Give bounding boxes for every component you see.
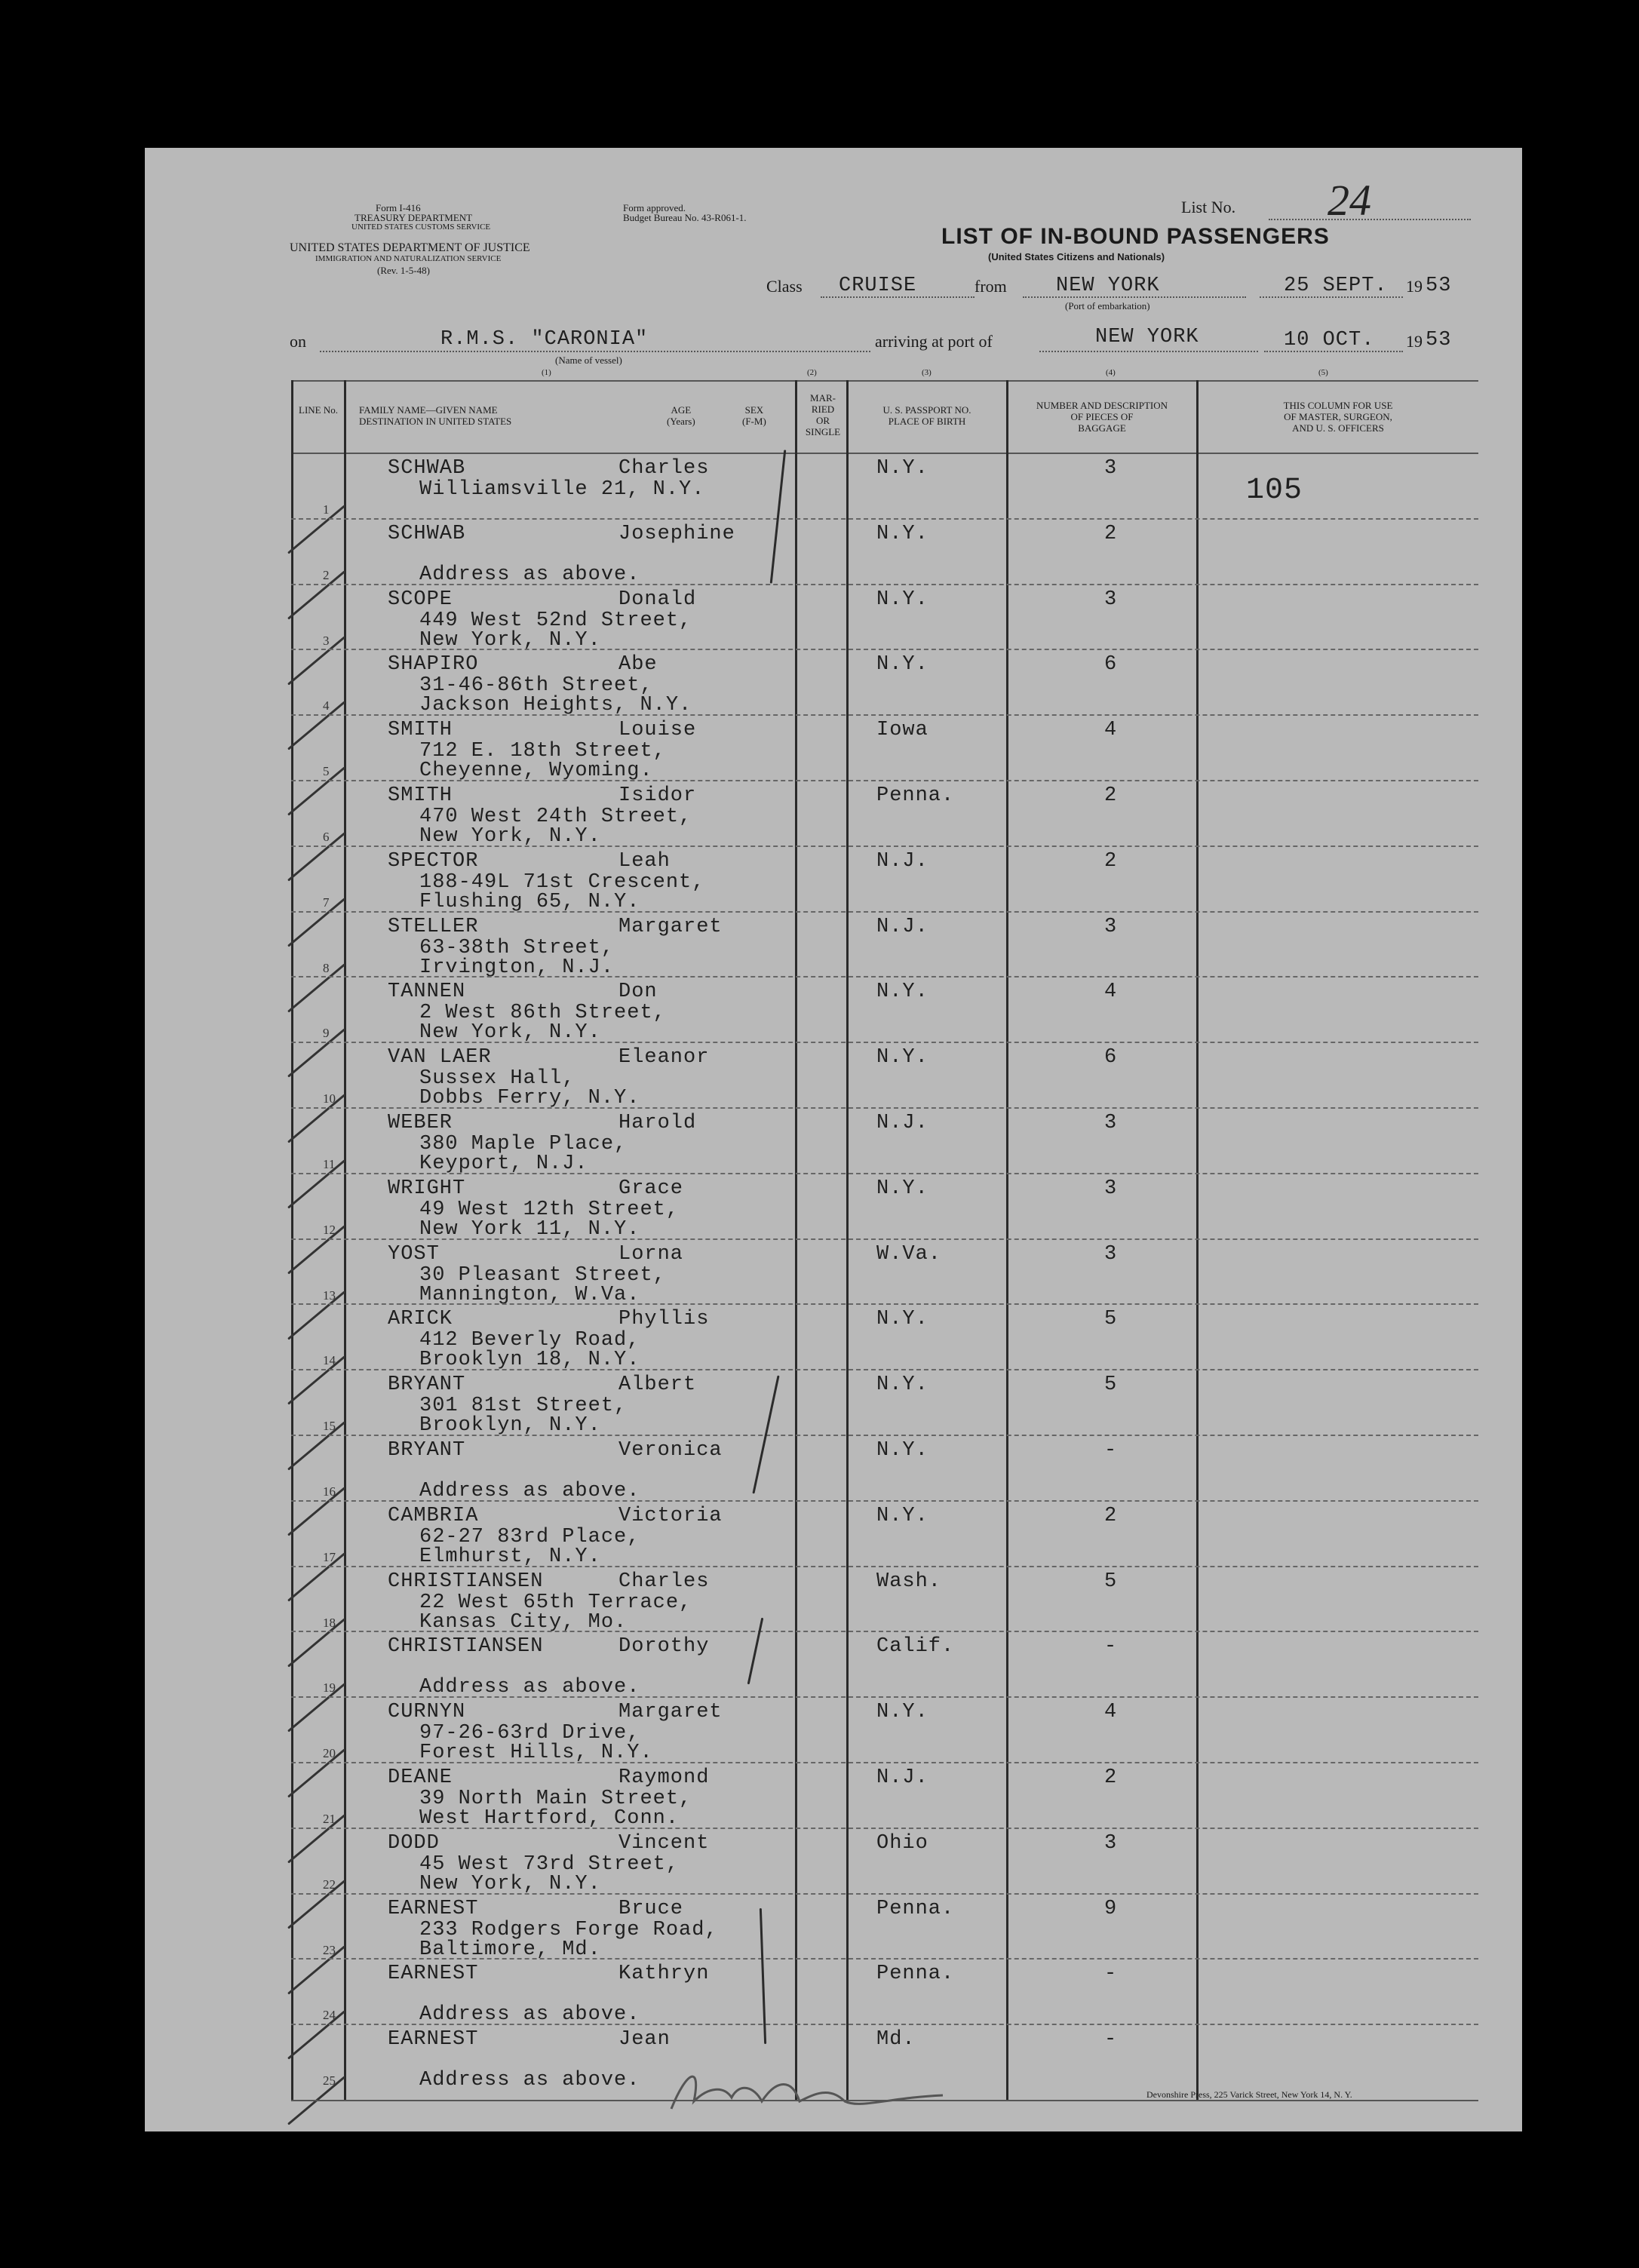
- arrival-year-prefix: 19: [1406, 332, 1423, 351]
- passenger-surname: CURNYN: [388, 1701, 466, 1724]
- line-number: 17: [323, 1549, 336, 1564]
- line-number: 15: [323, 1419, 336, 1434]
- header-line-no: LINE No.: [299, 404, 338, 416]
- line-number: 20: [323, 1746, 336, 1761]
- passenger-baggage: 3: [1104, 588, 1118, 611]
- passenger-given-name: Veronica: [618, 1439, 723, 1462]
- passenger-address-1: 188-49L 71st Crescent,: [419, 870, 705, 894]
- passenger-baggage: 2: [1104, 784, 1118, 807]
- passenger-given-name: Lorna: [618, 1242, 684, 1266]
- passenger-surname: EARNEST: [388, 2028, 479, 2052]
- passenger-address-1: 712 E. 18th Street,: [419, 740, 666, 763]
- passenger-address-2: Jackson Heights, N.Y.: [419, 694, 692, 717]
- line-number: 1: [323, 502, 330, 517]
- header-sex: SEX (F-M): [742, 404, 766, 427]
- passenger-given-name: Victoria: [618, 1504, 723, 1527]
- passenger-baggage: 2: [1104, 1504, 1118, 1527]
- row-divider: [291, 1042, 1478, 1043]
- table-header-border: [291, 453, 1478, 454]
- passenger-surname: CHRISTIANSEN: [388, 1635, 544, 1659]
- passenger-address-2: Keyport, N.J.: [419, 1152, 588, 1175]
- line-number: 24: [323, 2008, 336, 2023]
- depart-year-prefix: 19: [1406, 277, 1423, 296]
- passenger-given-name: Kathryn: [618, 1963, 710, 1986]
- row-divider: [291, 1500, 1478, 1502]
- row-divider: [291, 649, 1478, 650]
- justice-dept: UNITED STATES DEPARTMENT OF JUSTICE: [290, 241, 530, 254]
- passenger-given-name: Albert: [618, 1373, 697, 1397]
- col-divider-officers: [1196, 380, 1199, 2101]
- passenger-address-1: Sussex Hall,: [419, 1067, 575, 1091]
- passenger-address-1: 63-38th Street,: [419, 936, 615, 959]
- passenger-address-2: Address as above.: [419, 2003, 640, 2027]
- passenger-given-name: Phyllis: [618, 1308, 710, 1331]
- form-number: Form I-416: [376, 202, 421, 213]
- passenger-address-2: Elmhurst, N.Y.: [419, 1545, 601, 1568]
- line-number: 23: [323, 1942, 336, 1957]
- passenger-surname: WEBER: [388, 1112, 453, 1134]
- passenger-surname: VAN LAER: [388, 1046, 492, 1070]
- line-number: 12: [323, 1222, 336, 1237]
- passenger-surname: CHRISTIANSEN: [388, 1570, 544, 1593]
- passenger-birthplace: N.Y.: [876, 588, 928, 611]
- passenger-address-1: Williamsville 21, N.Y.: [419, 478, 705, 501]
- passenger-given-name: Jean: [618, 2028, 671, 2052]
- passenger-surname: SCOPE: [388, 588, 453, 611]
- passenger-baggage: 4: [1104, 981, 1118, 1004]
- depart-year: 53: [1426, 275, 1452, 297]
- passenger-surname: SCHWAB: [388, 457, 466, 480]
- passenger-baggage: -: [1104, 2028, 1118, 2052]
- line-number: 10: [323, 1091, 336, 1106]
- passenger-surname: SMITH: [388, 784, 453, 807]
- passenger-address-2: New York, N.Y.: [419, 825, 601, 848]
- passenger-birthplace: N.Y.: [876, 1046, 928, 1070]
- passenger-surname: EARNEST: [388, 1897, 479, 1920]
- line-number: 3: [323, 633, 330, 648]
- passenger-address-2: Address as above.: [419, 1480, 640, 1502]
- passenger-address-2: Mannington, W.Va.: [419, 1283, 640, 1306]
- passenger-address-1: 45 West 73rd Street,: [419, 1852, 680, 1876]
- from-value: NEW YORK: [1056, 275, 1160, 297]
- passenger-birthplace: N.Y.: [876, 1177, 928, 1200]
- passenger-baggage: 3: [1104, 1242, 1118, 1266]
- passenger-baggage: 6: [1104, 653, 1118, 677]
- vessel-line: [320, 351, 870, 352]
- from-label: from: [974, 277, 1007, 296]
- arrival-year: 53: [1426, 329, 1452, 351]
- line-number: 4: [323, 698, 330, 714]
- vessel-name: R.M.S. "CARONIA": [440, 328, 649, 351]
- passenger-surname: STELLER: [388, 915, 479, 938]
- passenger-given-name: Josephine: [618, 522, 735, 545]
- line-number: 2: [323, 567, 330, 582]
- line-number: 21: [323, 1812, 336, 1826]
- passenger-birthplace: W.Va.: [876, 1242, 942, 1266]
- passenger-given-name: Abe: [618, 653, 658, 677]
- passenger-address-2: New York, N.Y.: [419, 628, 601, 652]
- passenger-birthplace: Iowa: [876, 719, 928, 742]
- printer-imprint: Devonshire Press, 225 Varick Street, New York 14, N. Y.: [1146, 2089, 1352, 2100]
- signature: [664, 2056, 950, 2124]
- passenger-surname: TANNEN: [388, 981, 466, 1004]
- passenger-birthplace: N.Y.: [876, 653, 928, 677]
- passenger-surname: WRIGHT: [388, 1177, 466, 1200]
- arrival-date: 10 OCT.: [1284, 329, 1375, 351]
- passenger-address-1: 31-46-86th Street,: [419, 674, 653, 698]
- passenger-baggage: -: [1104, 1963, 1118, 1986]
- passenger-birthplace: N.Y.: [876, 1504, 928, 1527]
- ins-service: IMMIGRATION AND NATURALIZATION SERVICE: [315, 254, 502, 263]
- on-label: on: [290, 332, 306, 351]
- row-divider: [291, 1173, 1478, 1174]
- row-divider: [291, 518, 1478, 520]
- passenger-baggage: -: [1104, 1439, 1118, 1462]
- passenger-surname: YOST: [388, 1242, 440, 1266]
- passenger-address-1: 2 West 86th Street,: [419, 1002, 666, 1025]
- passenger-baggage: 2: [1104, 849, 1118, 873]
- passenger-address-2: Address as above.: [419, 1676, 640, 1699]
- passenger-birthplace: N.Y.: [876, 1308, 928, 1331]
- passenger-address-1: 22 West 65th Terrace,: [419, 1591, 692, 1614]
- header-married: MAR- RIED OR SINGLE: [805, 392, 841, 437]
- passenger-baggage: 6: [1104, 1046, 1118, 1070]
- revision: (Rev. 1-5-48): [377, 265, 430, 276]
- passenger-baggage: 3: [1104, 1112, 1118, 1134]
- passenger-baggage: 5: [1104, 1570, 1118, 1593]
- passenger-address-2: Brooklyn 18, N.Y.: [419, 1349, 640, 1372]
- col-num-3: (3): [922, 368, 932, 377]
- passenger-address-1: 49 West 12th Street,: [419, 1198, 680, 1221]
- arrival-port: NEW YORK: [1095, 326, 1199, 348]
- header-officers: THIS COLUMN FOR USE OF MASTER, SURGEON, AND U. S. OFFICERS: [1283, 400, 1393, 434]
- row-divider: [291, 846, 1478, 847]
- passenger-address-1: 301 81st Street,: [419, 1395, 628, 1418]
- passenger-surname: SMITH: [388, 719, 453, 742]
- passenger-birthplace: N.J.: [876, 1112, 928, 1134]
- row-divider: [291, 1762, 1478, 1763]
- row-divider: [291, 1303, 1478, 1305]
- passenger-birthplace: Penna.: [876, 1897, 955, 1920]
- row-divider: [291, 1566, 1478, 1567]
- passenger-baggage: 3: [1104, 1831, 1118, 1855]
- passenger-address-2: West Hartford, Conn.: [419, 1807, 680, 1830]
- row-divider: [291, 1893, 1478, 1895]
- row-divider: [291, 780, 1478, 781]
- depart-date: 25 SEPT.: [1284, 275, 1388, 297]
- passenger-baggage: 3: [1104, 915, 1118, 938]
- passenger-birthplace: Calif.: [876, 1635, 955, 1659]
- passenger-birthplace: N.Y.: [876, 457, 928, 480]
- passenger-birthplace: N.Y.: [876, 522, 928, 545]
- passenger-address-2: Address as above.: [419, 2069, 640, 2092]
- passenger-surname: BRYANT: [388, 1373, 466, 1397]
- form-paper: [145, 148, 1522, 2131]
- row-divider: [291, 1828, 1478, 1829]
- budget-bureau: Budget Bureau No. 43-R061-1.: [623, 212, 747, 223]
- passenger-baggage: -: [1104, 1635, 1118, 1659]
- passenger-given-name: Margaret: [618, 1701, 723, 1724]
- line-number: 18: [323, 1615, 336, 1630]
- passenger-birthplace: N.J.: [876, 849, 928, 873]
- passenger-given-name: Bruce: [618, 1897, 684, 1920]
- col-divider-married: [795, 380, 797, 2101]
- passenger-address-2: Flushing 65, N.Y.: [419, 890, 640, 913]
- port-embark-caption: (Port of embarkation): [1065, 300, 1150, 312]
- passenger-surname: SPECTOR: [388, 849, 479, 873]
- header-age: AGE (Years): [667, 404, 695, 427]
- row-divider: [291, 1631, 1478, 1632]
- passenger-baggage: 2: [1104, 1766, 1118, 1789]
- line-number: 7: [323, 895, 330, 910]
- passenger-surname: BRYANT: [388, 1439, 466, 1462]
- passenger-baggage: 2: [1104, 522, 1118, 545]
- passenger-address-1: 30 Pleasant Street,: [419, 1263, 666, 1287]
- class-value: CRUISE: [839, 275, 917, 297]
- row-divider: [291, 911, 1478, 913]
- list-no-label: List No.: [1181, 198, 1236, 216]
- passenger-address-2: New York 11, N.Y.: [419, 1217, 640, 1241]
- line-number: 16: [323, 1484, 336, 1499]
- col-num-2: (2): [807, 368, 817, 377]
- passenger-birthplace: Penna.: [876, 784, 955, 807]
- officer-note: 105: [1246, 474, 1303, 508]
- passenger-surname: ARICK: [388, 1308, 453, 1331]
- passenger-address-2: Brooklyn, N.Y.: [419, 1414, 601, 1438]
- passenger-surname: CAMBRIA: [388, 1504, 479, 1527]
- passenger-address-2: Cheyenne, Wyoming.: [419, 760, 653, 783]
- line-number: 9: [323, 1026, 330, 1041]
- passenger-given-name: Donald: [618, 588, 697, 611]
- table-left-border: [291, 380, 293, 2101]
- passenger-birthplace: Wash.: [876, 1570, 942, 1593]
- line-number: 19: [323, 1680, 336, 1696]
- passenger-address-2: Address as above.: [419, 563, 640, 586]
- passenger-baggage: 5: [1104, 1373, 1118, 1397]
- line-number: 13: [323, 1287, 336, 1303]
- passenger-baggage: 4: [1104, 1701, 1118, 1724]
- passenger-address-1: 470 West 24th Street,: [419, 806, 692, 828]
- line-number: 14: [323, 1353, 336, 1368]
- class-label: Class: [766, 277, 803, 296]
- passenger-baggage: 3: [1104, 457, 1118, 480]
- passenger-address-1: 39 North Main Street,: [419, 1788, 692, 1810]
- passenger-address-2: Baltimore, Md.: [419, 1938, 601, 1961]
- passenger-address-2: Kansas City, Mo.: [419, 1610, 628, 1634]
- col-divider-passport: [846, 380, 849, 2101]
- passenger-birthplace: N.Y.: [876, 1701, 928, 1724]
- col-num-5: (5): [1318, 368, 1328, 377]
- passenger-birthplace: N.J.: [876, 915, 928, 938]
- passenger-surname: SHAPIRO: [388, 653, 479, 677]
- customs-service: UNITED STATES CUSTOMS SERVICE: [351, 223, 491, 232]
- passenger-surname: DODD: [388, 1831, 440, 1855]
- line-number: 5: [323, 764, 330, 779]
- row-divider: [291, 1435, 1478, 1436]
- passenger-address-1: 412 Beverly Road,: [419, 1329, 640, 1352]
- passenger-birthplace: Penna.: [876, 1963, 955, 1986]
- passenger-address-2: Irvington, N.J.: [419, 956, 615, 979]
- passenger-birthplace: N.Y.: [876, 1439, 928, 1462]
- passenger-address-2: Dobbs Ferry, N.Y.: [419, 1087, 640, 1110]
- arriving-label: arriving at port of: [875, 332, 993, 351]
- row-divider: [291, 976, 1478, 977]
- passenger-address-1: 97-26-63rd Drive,: [419, 1722, 640, 1745]
- passenger-birthplace: N.Y.: [876, 981, 928, 1004]
- passenger-given-name: Isidor: [618, 784, 697, 807]
- passenger-address-2: New York, N.Y.: [419, 1021, 601, 1045]
- passenger-given-name: Leah: [618, 849, 671, 873]
- row-divider: [291, 2024, 1478, 2025]
- passenger-address-2: New York, N.Y.: [419, 1872, 601, 1895]
- passenger-surname: DEANE: [388, 1766, 453, 1789]
- col-num-1: (1): [542, 368, 551, 377]
- row-divider: [291, 584, 1478, 585]
- header-name: FAMILY NAME—GIVEN NAME DESTINATION IN UNITED STATES: [359, 404, 512, 427]
- passenger-address-1: 62-27 83rd Place,: [419, 1525, 640, 1548]
- arrival-port-line: [1039, 351, 1258, 352]
- passenger-surname: SCHWAB: [388, 522, 466, 545]
- line-number: 8: [323, 960, 330, 975]
- passenger-address-1: 233 Rodgers Forge Road,: [419, 1918, 718, 1941]
- list-no-value: 24: [1327, 176, 1371, 225]
- passenger-given-name: Grace: [618, 1177, 684, 1200]
- treasury-dept: TREASURY DEPARTMENT: [355, 212, 473, 223]
- passenger-given-name: Vincent: [618, 1831, 710, 1855]
- row-divider: [291, 1238, 1478, 1240]
- row-divider: [291, 1958, 1478, 1960]
- passenger-address-2: Forest Hills, N.Y.: [419, 1742, 653, 1765]
- header-passport: U. S. PASSPORT NO. PLACE OF BIRTH: [882, 404, 971, 427]
- passenger-given-name: Eleanor: [618, 1046, 710, 1070]
- passenger-birthplace: N.J.: [876, 1766, 928, 1789]
- col-num-4: (4): [1106, 368, 1116, 377]
- row-divider: [291, 1369, 1478, 1370]
- col-divider-baggage: [1006, 380, 1008, 2101]
- passenger-given-name: Don: [618, 981, 658, 1004]
- passenger-baggage: 4: [1104, 719, 1118, 742]
- header-baggage: NUMBER AND DESCRIPTION OF PIECES OF BAGGAGE: [1036, 400, 1168, 434]
- passenger-given-name: Raymond: [618, 1766, 710, 1789]
- passenger-birthplace: Md.: [876, 2028, 916, 2052]
- passenger-address-1: 449 West 52nd Street,: [419, 609, 692, 632]
- line-number: 11: [323, 1157, 336, 1171]
- passenger-given-name: Margaret: [618, 915, 723, 938]
- row-divider: [291, 1696, 1478, 1698]
- passenger-baggage: 5: [1104, 1308, 1118, 1331]
- row-divider: [291, 714, 1478, 716]
- passenger-address-1: 380 Maple Place,: [419, 1133, 628, 1155]
- vessel-caption: (Name of vessel): [555, 354, 622, 366]
- passenger-given-name: Harold: [618, 1112, 697, 1134]
- line-number: 22: [323, 1877, 336, 1892]
- passenger-given-name: Louise: [618, 719, 697, 742]
- form-title: LIST OF IN-BOUND PASSENGERS: [941, 224, 1330, 249]
- passenger-given-name: Charles: [618, 1570, 710, 1593]
- passenger-birthplace: N.Y.: [876, 1373, 928, 1397]
- row-divider: [291, 1107, 1478, 1109]
- passenger-baggage: 9: [1104, 1897, 1118, 1920]
- form-approved: Form approved.: [623, 202, 686, 213]
- passenger-baggage: 3: [1104, 1177, 1118, 1200]
- passenger-surname: EARNEST: [388, 1963, 479, 1986]
- form-subtitle: (United States Citizens and Nationals): [988, 251, 1165, 262]
- passenger-given-name: Charles: [618, 457, 710, 480]
- line-number: 6: [323, 830, 330, 844]
- line-number: 25: [323, 2073, 336, 2088]
- table-top-border: [291, 380, 1478, 382]
- passenger-birthplace: Ohio: [876, 1831, 928, 1855]
- passenger-given-name: Dorothy: [618, 1635, 710, 1659]
